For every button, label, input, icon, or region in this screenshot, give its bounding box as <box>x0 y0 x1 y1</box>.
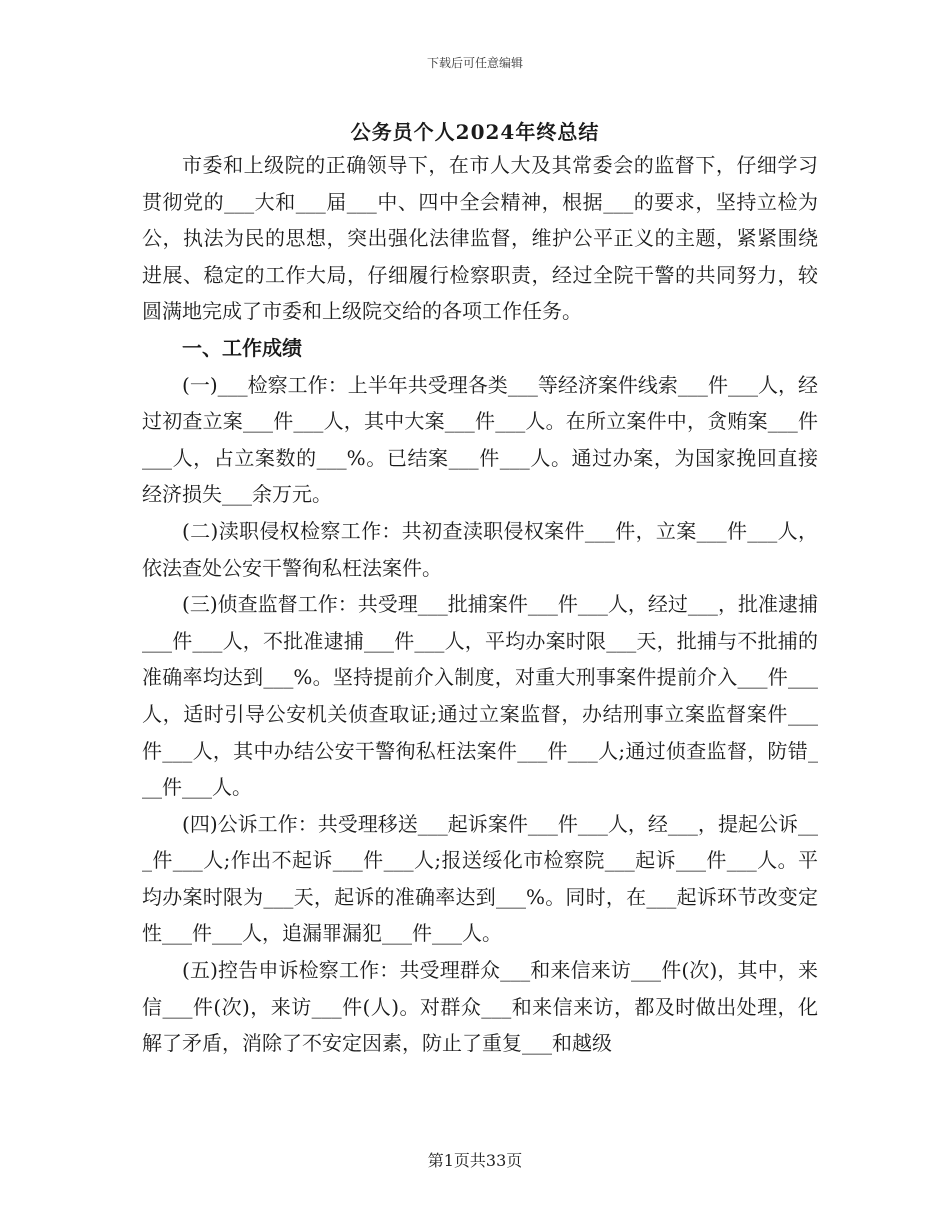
paragraph-item-1: (一)___检察工作：上半年共受理各类___等经济案件线索___件___人，经过初查立案___件___人，其中大案___件___人。在所立案件中，贪贿案___件___人，占立案数的___%。已结案___件___人。通过办案，为国家挽回直接经济损失___余万元。 <box>142 372 818 507</box>
section-heading-work-results: 一、工作成绩 <box>182 335 302 360</box>
paragraph-item-4: (四)公诉工作：共受理移送___起诉案件___件___人，经___，提起公诉___件___人;作出不起诉___件___人;报送绥化市检察院___起诉___件___人。平均办案时限为___天，起诉的准确率达到___%。同时，在___起诉环节改变定性___件___人，追漏罪漏犯___件___人。 <box>142 811 818 946</box>
paragraph-item-2: (二)渎职侵权检察工作：共初查渎职侵权案件___件，立案___件___人，依法查处公安干警徇私枉法案件。 <box>142 518 818 580</box>
paragraph-item-3: (三)侦查监督工作：共受理___批捕案件___件___人，经过___，批准逮捕___件___人，不批准逮捕___件___人，平均办案时限___天，批捕与不批捕的准确率均达到___%。坚持提前介入制度，对重大刑事案件提前介入___件___人，适时引导公安机关侦查取证;通过立案监督，办结刑事立案监督案件___件___人，其中办结公安干警徇私枉法案件___件___人;通过侦查监督，防错___件___人。 <box>142 592 818 800</box>
document-body <box>142 147 818 1062</box>
paragraph-item-5: (五)控告申诉检察工作：共受理群众___和来信来访___件(次)，其中，来信___件(次)，来访___件(人)。对群众___和来信来访，都及时做出处理，化解了矛盾，消除了不安定因素，防止了重复___和越级 <box>142 958 818 1056</box>
page-number: 第1页共33页 <box>427 1151 523 1170</box>
intro-paragraph: 市委和上级院的正确领导下，在市人大及其常委会的监督下，仔细学习贯彻党的___大和___届___中、四中全会精神，根据___的要求，坚持立检为公，执法为民的思想，突出强化法律监督，维护公平正义的主题，紧紧围绕进展、稳定的工作大局，仔细履行检察职责，经过全院干警的共同努力，较圆满地完成了市委和上级院交给的各项工作任务。 <box>142 153 818 324</box>
document-title: 公务员个人2024年终总结 <box>350 120 600 144</box>
download-editable-note: 下载后可任意编辑 <box>426 56 523 70</box>
